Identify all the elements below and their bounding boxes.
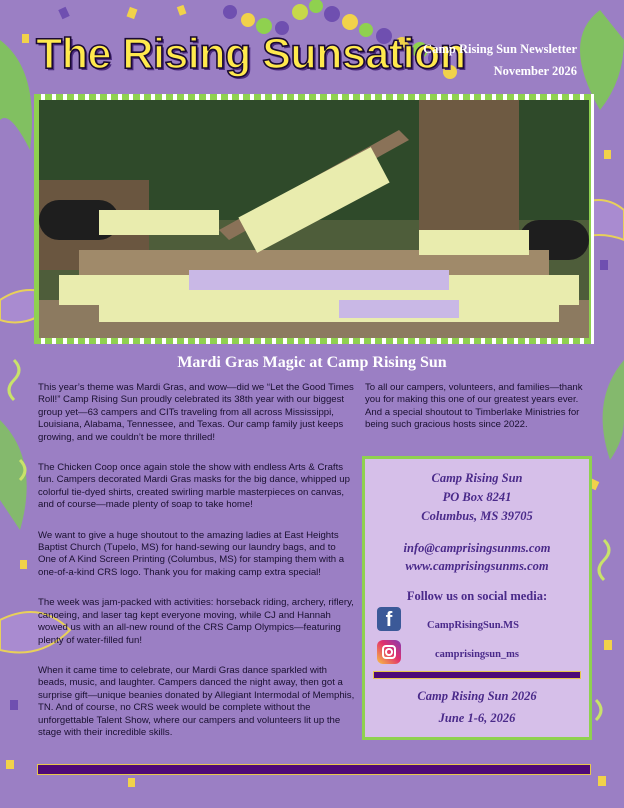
session-title: Camp Rising Sun 2026 <box>417 689 537 703</box>
article-paragraph: The week was jam-packed with activities: horseback riding, archery, riflery, canoeing, and laser tag kept everyone moving, while CJ and Hannah wowed us with an all-new round of the CRS Camp Olympics—featuring plenty of water-filled fun! <box>38 597 354 646</box>
newsletter-name: Camp Rising Sun Newsletter <box>423 42 577 56</box>
footer-bar <box>37 764 591 775</box>
camp-website-link[interactable]: www.camprisingsunms.com <box>405 559 549 573</box>
facebook-icon[interactable]: f <box>377 607 401 631</box>
camp-name: Camp Rising Sun <box>431 471 523 485</box>
facebook-handle-link[interactable]: CampRisingSun.MS <box>427 620 519 631</box>
article-headline: Mardi Gras Magic at Camp Rising Sun <box>177 354 447 371</box>
article-paragraph: The Chicken Coop once again stole the show with endless Arts & Crafts fun. Campers decorated Mardi Gras masks for the big dance, whipped up colorful tie-dyed shirts, created swirling marble masterpieces on canvas, and of course—made plenty of soap to take home! <box>38 462 350 511</box>
article-right-column <box>365 382 591 444</box>
instagram-icon[interactable] <box>377 640 401 664</box>
article-paragraph: When it came time to celebrate, our Mardi Gras dance sparkled with beads, music, and laughter. Campers danced the night away, then got a surprise gift—unique beanies donated by Allegiant Intermodal of Memphis, TN. And of course, no CRS week would be complete without the unforgettable Talent Show, where our campers and volunteers lit up the stage with their incredible skills. <box>38 664 355 738</box>
camp-address-line1: PO Box 8241 <box>442 490 512 504</box>
group-photo-icon <box>39 100 589 338</box>
divider-bar <box>373 671 581 679</box>
camp-email-link[interactable]: info@camprisingsunms.com <box>403 541 551 555</box>
article-paragraph: This year’s theme was Mardi Gras, and wow—did we “Let the Good Times Roll!” Camp Rising Sun proudly celebrated its 38th year with our biggest group yet—63 campers and CITs traveling from all across Mississippi, Louisiana, Alabama, Tennessee, and Texas. Our camp family just keeps growing, and we couldn’t be more thrilled! <box>38 382 354 443</box>
article-paragraph: We want to give a huge shoutout to the amazing ladies at East Heights Baptist Church (Tupelo, MS) for hand-sewing our laundry bags, and to One of A Kind Screen Printing (Columbus, MS) for stamping them with a one-of-a-kind CRS logo. Thank you for making camp extra special! <box>38 529 345 578</box>
camp-address-line2: Columbus, MS 39705 <box>421 509 533 523</box>
article-paragraph: To all our campers, volunteers, and families—thank you for making this one of our greatest years ever. And a special shoutout to Timberlake Ministries for being such gracious hosts since 2022. <box>365 382 583 431</box>
session-dates: June 1-6, 2026 <box>438 711 516 725</box>
camp-info-box <box>362 456 592 740</box>
article-left-column <box>38 382 356 752</box>
issue-date: November 2026 <box>493 64 577 78</box>
newsletter-masthead: The Rising Sunsation <box>36 30 466 78</box>
instagram-handle-link[interactable]: camprisingsun_ms <box>435 649 520 660</box>
social-heading: Follow us on social media: <box>406 589 548 603</box>
issue-info <box>423 38 577 82</box>
